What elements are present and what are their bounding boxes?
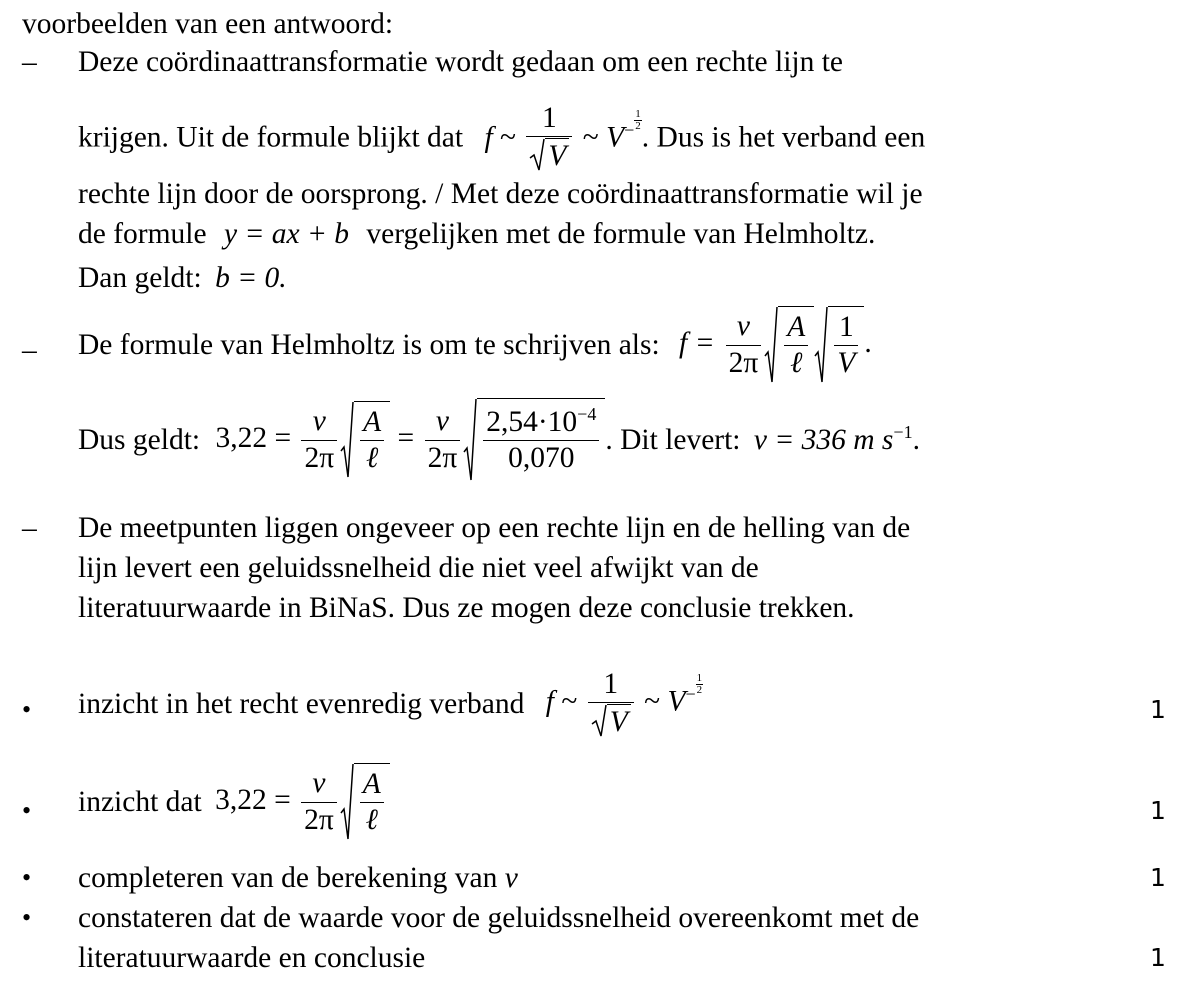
dash-marker: – (22, 46, 37, 78)
helmholtz-formula: f = $\frac{v}{2\pi}$ $\frac{A}{\text{ℓ}}$ $\frac{1}{V}$ . (679, 306, 872, 384)
score-value: 1 (1150, 695, 1166, 724)
bullet-marker: • (22, 796, 32, 825)
part1-line3: rechte lijn door de oorsprong. / Met deze coördinaattransformatie wil je (78, 178, 923, 210)
part1-line2-end: . Dus is het verband een (641, 121, 926, 154)
scoring-item-3: completeren van de berekening van v (78, 862, 518, 894)
part1-line4: de formule y = ax + b vergelijken met de formule van Helmholtz. (78, 218, 876, 250)
part1-line2 (78, 103, 925, 177)
part3-line2: lijn levert een geluidssnelheid die niet veel afwijkt van de (78, 552, 759, 584)
proportionality-formula: f ~ $\frac{1}{V}$ ~ $V^{- \frac{1}{2}}$ (546, 667, 703, 741)
part2-line1: De formule van Helmholtz is om te schrijven als: f = $\frac{v}{2\pi}$ $\frac{A}{\text{ℓ}}$ $\frac{1}{V}$ . (78, 306, 872, 384)
score-value: 1 (1150, 796, 1166, 825)
dash-marker: – (22, 334, 37, 366)
scoring-item-1: inzicht in het recht evenredig verband f ~ $\frac{1}{V}$ ~ $V^{- \frac{1}{2}}$ (78, 667, 703, 741)
score-value: 1 (1150, 863, 1166, 892)
intercept-formula: b = 0. (215, 262, 287, 294)
part2-line2: Dus geldt: 3,22 = $\frac{v}{2\pi}$ $\frac{A}{\text{ℓ}}$ = $\frac{v}{2\pi}$ $\frac{2,54\cdot 10^{-4}}{0,070}$ . Dit levert: v = 336 m $s^{-1}$. (78, 398, 920, 482)
bullet-marker: • (22, 863, 32, 892)
part3-line3: literatuurwaarde in BiNaS. Dus ze mogen deze conclusie trekken. (78, 592, 855, 624)
part1-line2-start: krijgen. Uit de formule blijkt dat (78, 121, 464, 154)
linear-formula: y = ax + b (223, 218, 349, 250)
answer-heading: voorbeelden van een antwoord: (22, 8, 394, 40)
scoring-item-2: inzicht dat 3,22 = $\frac{v}{2\pi}$ $\frac{A}{\text{ℓ}}$ (78, 763, 390, 841)
bullet-marker: • (22, 695, 32, 724)
dash-marker: – (22, 512, 37, 544)
score-value: 1 (1150, 943, 1166, 972)
speed-result: v = 336 m $s^{-1}$. (753, 422, 920, 456)
proportionality-formula: f ~ $\frac{1}{V}$ ~ $V^{- \frac{1}{2}}$ (484, 103, 641, 177)
part1-line1: Deze coördinaattransformatie wordt gedaan om een rechte lijn te (78, 46, 844, 78)
bullet-marker: • (22, 903, 32, 932)
insight-formula: 3,22 = $\frac{v}{2\pi}$ $\frac{A}{\text{ℓ}}$ (215, 763, 390, 841)
scoring-item-4-line1: constateren dat de waarde voor de geluidssnelheid overeenkomt met de (78, 902, 920, 934)
scoring-item-4-line2: literatuurwaarde en conclusie (78, 942, 426, 974)
part1-line5: Dan geldt: b = 0. (78, 262, 287, 294)
speed-calculation-formula: 3,22 = $\frac{v}{2\pi}$ $\frac{A}{\text{ℓ}}$ = $\frac{v}{2\pi}$ $\frac{2,54\cdot 10^{-4}}{0,070}$ (215, 398, 605, 482)
part3-line1: De meetpunten liggen ongeveer op een rechte lijn en de helling van de (78, 512, 911, 544)
